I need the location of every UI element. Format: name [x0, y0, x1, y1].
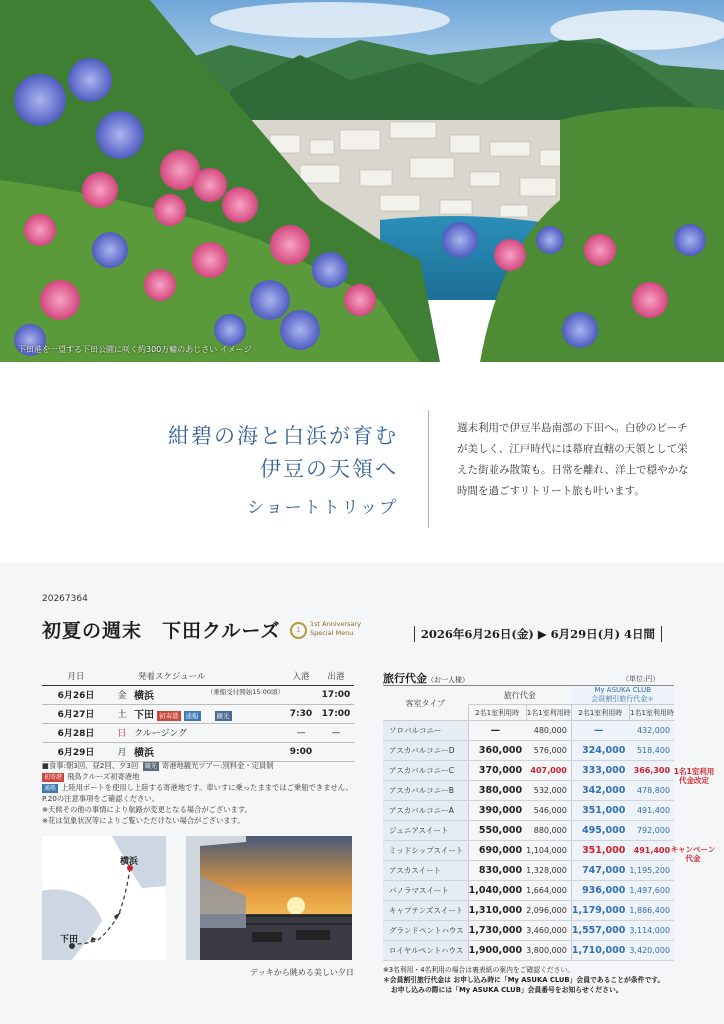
price-member-single: 792,000: [629, 821, 674, 841]
schedule-depart: [318, 742, 354, 761]
campaign-note-line-1: キャンペーン: [670, 845, 716, 854]
schedule-note: （乗船受付開始15:00頃）: [206, 688, 284, 696]
price-member-double: 1,710,000: [571, 941, 629, 961]
price-member-double: 351,000: [571, 801, 629, 821]
price-member-single: 3,420,000: [629, 941, 674, 961]
price-fare-single: 2,096,000: [526, 901, 571, 921]
tagline-line-2: 伊豆の天領へ: [260, 457, 398, 481]
schedule-arrive: 7:30: [284, 704, 318, 723]
price-member-double: 351,000: [571, 841, 629, 861]
price-room-type: ミッドシップスイート: [383, 841, 468, 861]
first-port-note: 飛鳥クルーズ初寄港地: [67, 772, 140, 781]
tagline-line-3: ショートトリップ: [247, 498, 398, 518]
price-subheader: 1名1室利用時: [526, 705, 571, 721]
price-member-double: 333,000: [571, 761, 629, 781]
price-member-double: —: [571, 721, 629, 741]
price-fare-single: 576,000: [526, 741, 571, 761]
price-row: [383, 841, 674, 861]
price-room-type: パノラマスイート: [383, 881, 468, 901]
price-fare-double: 360,000: [468, 741, 526, 761]
schedule-header: 入港: [284, 668, 318, 685]
price-member-double: 342,000: [571, 781, 629, 801]
price-row: [383, 881, 674, 901]
meals-note: ■食事:朝3回、昼2回、夕3回: [42, 761, 139, 770]
price-member-single: 3,114,000: [629, 921, 674, 941]
schedule-header: 発着スケジュール: [134, 668, 284, 685]
price-fare-single: 3,800,000: [526, 941, 571, 961]
schedule-arrive: —: [284, 723, 318, 742]
price-fare-single: 546,000: [526, 801, 571, 821]
price-room-type: ロイヤルペントハウス: [383, 941, 468, 961]
price-title: [383, 670, 469, 686]
price-fare-double: 1,310,000: [468, 901, 526, 921]
price-title-sub: （お一人様）: [427, 676, 469, 684]
schedule-day: 月: [110, 742, 134, 761]
schedule-day: 日: [110, 723, 134, 742]
price-row: [383, 801, 674, 821]
price-fare-single: 1,104,000: [526, 841, 571, 861]
price-fare-double: 380,000: [468, 781, 526, 801]
price-fare-double: 390,000: [468, 801, 526, 821]
schedule-date: 6月26日: [42, 685, 110, 704]
price-member-double: 1,557,000: [571, 921, 629, 941]
price-fare-double: 1,730,000: [468, 921, 526, 941]
price-room-type: アスカバルコニーB: [383, 781, 468, 801]
schedule-notes: [42, 760, 362, 826]
price-title-text: 旅行代金: [383, 672, 427, 685]
schedule-date: 6月28日: [42, 723, 110, 742]
price-row: [383, 901, 674, 921]
route-map: [42, 836, 166, 960]
fine-print-3: お申し込みの際には「My ASUKA CLUB」会員番号をお知らせください。: [391, 986, 623, 994]
schedule-port: クルージング: [134, 723, 284, 742]
price-row: [383, 761, 674, 781]
intro-text: 週末利用で伊豆半島南部の下田へ。白砂のビーチが美しく、江戸時代には幕府直轄の天領として栄えた街並み散策も。日常を離れ、洋上で穏やかな時間を過ごすリトリート旅も叶います。: [457, 422, 689, 497]
price-member-double: 1,179,000: [571, 901, 629, 921]
schedule-port: 横浜: [134, 742, 284, 761]
price-row: [383, 861, 674, 881]
price-fare-single: 480,000: [526, 721, 571, 741]
schedule-row: [42, 742, 354, 761]
hero-photo: [0, 0, 724, 362]
price-fare-single: 3,460,000: [526, 921, 571, 941]
map-label-shimoda: 下田: [60, 935, 79, 945]
price-fare-double: 690,000: [468, 841, 526, 861]
price-room-type: アスカバルコニーD: [383, 741, 468, 761]
price-rows: [383, 721, 674, 961]
price-revision-note: [666, 767, 722, 785]
price-revision-line-2: 代金改定: [679, 776, 709, 785]
anniversary-line-2: Special Menu: [310, 629, 354, 637]
price-room-type: アスカバルコニーC: [383, 761, 468, 781]
price-row: [383, 721, 674, 741]
price-fare-single: 407,000: [526, 761, 571, 781]
anniversary-badge: [290, 620, 370, 642]
price-fare-single: 1,328,000: [526, 861, 571, 881]
first-port-tag: 初寄港: [44, 774, 63, 781]
price-header-fare: 旅行代金: [468, 686, 571, 705]
map-label-yokohama: 横浜: [120, 857, 139, 867]
tender-tag: 通船: [44, 785, 57, 792]
price-member-double: 747,000: [571, 861, 629, 881]
schedule-port: 下田: [134, 710, 154, 721]
price-header-room: 客室タイプ: [383, 686, 468, 721]
price-member-single: 1,497,600: [629, 881, 674, 901]
anniversary-line-1: 1st Anniversary: [310, 620, 362, 628]
divider: [428, 410, 429, 528]
sunset-deck-image: [186, 836, 352, 960]
price-row: [383, 941, 674, 961]
schedule-arrive: 9:00: [284, 742, 318, 761]
price-room-type: ソロバルコニー: [383, 721, 468, 741]
price-fare-single: 1,664,000: [526, 881, 571, 901]
tender-note: 上陸用ボートを使用し上陸する寄港地です。車いすに乗ったままではご乗船できません。P.20の注意事項をご確認ください。: [42, 783, 353, 803]
schedule-depart: —: [318, 723, 354, 742]
tour-badge: 観光: [216, 711, 230, 720]
photo-caption: デッキから眺める美しい夕日: [250, 968, 354, 977]
schedule-depart: 17:00: [318, 685, 354, 704]
hydrangea-harbor-photo: [0, 0, 724, 362]
price-row: [383, 781, 674, 801]
hero-caption: 下田港を一望する下田公園に咲く約300万輪のあじさい イメージ: [18, 345, 252, 354]
price-member-single: 491,400: [629, 801, 674, 821]
price-room-type: アスカバルコニーA: [383, 801, 468, 821]
price-member-double: 936,000: [571, 881, 629, 901]
price-member-single: 491,400: [629, 841, 674, 861]
price-member-single: 366,300: [629, 761, 674, 781]
sunset-photo: [186, 836, 352, 960]
tender-badge: 通船: [185, 711, 199, 720]
price-table: [383, 685, 674, 961]
cruise-title: 初夏の週末 下田クルーズ: [42, 620, 281, 642]
price-fare-double: 550,000: [468, 821, 526, 841]
date-range: 2026年6月26日(金) ▶ 6月29日(月) 4日間: [414, 626, 662, 642]
price-subheader: 1名1室利用時: [629, 705, 674, 721]
price-subheader: 2名1室利用時: [571, 705, 629, 721]
price-member-single: 1,195,200: [629, 861, 674, 881]
price-room-type: グランドペントハウス: [383, 921, 468, 941]
price-fare-double: 1,900,000: [468, 941, 526, 961]
schedule-header: 月日: [42, 668, 110, 685]
price-member-double: 324,000: [571, 741, 629, 761]
schedule-header: 出港: [318, 668, 354, 685]
schedule-arrive: [284, 685, 318, 704]
schedule-depart: 17:00: [318, 704, 354, 723]
member-header-line-2: 会員割引旅行代金＊: [591, 695, 655, 703]
price-fare-single: 532,000: [526, 781, 571, 801]
price-member-single: 518,400: [629, 741, 674, 761]
schedule-row: [42, 704, 354, 723]
schedule-header: [110, 668, 134, 685]
price-room-type: ジュニアスイート: [383, 821, 468, 841]
fine-print-1: ※3名利用・4名利用の場合は裏表紙の案内をご確認ください。: [383, 966, 575, 974]
price-header-member: [571, 686, 674, 705]
schedule-row: [42, 723, 354, 742]
flowers-note: ※花は気象状況等によりご覧いただけない場合がございます。: [42, 816, 245, 825]
campaign-note: [664, 845, 722, 863]
price-row: [383, 821, 674, 841]
price-row: [383, 741, 674, 761]
price-revision-line-1: 1名1室利用: [673, 767, 715, 776]
tagline-line-1: 紺碧の海と白浜が育む: [168, 424, 398, 448]
cruise-code: 20267364: [42, 594, 88, 604]
price-fare-single: 880,000: [526, 821, 571, 841]
schedule-day: 土: [110, 704, 134, 723]
price-room-type: アスカスイート: [383, 861, 468, 881]
price-subheader: 2名1室利用時: [468, 705, 526, 721]
price-member-single: 432,000: [629, 721, 674, 741]
schedule-table: [42, 668, 354, 762]
schedule-row: [42, 685, 354, 704]
price-member-single: 1,886,400: [629, 901, 674, 921]
schedule-port: 横浜: [134, 691, 154, 702]
price-fare-double: —: [468, 721, 526, 741]
tour-tag: 観光: [144, 763, 157, 770]
price-room-type: キャプテンズスイート: [383, 901, 468, 921]
price-row: [383, 921, 674, 941]
tour-note: 寄港地観光ツアー:別料金・定員制: [161, 761, 274, 770]
schedule-day: 金: [110, 685, 134, 704]
campaign-note-line-2: 代金: [685, 854, 701, 863]
schedule-date: 6月29日: [42, 742, 110, 761]
first-port-badge: 初寄港: [159, 711, 179, 720]
schedule-date: 6月27日: [42, 704, 110, 723]
anniversary-icon: 1: [290, 622, 307, 639]
price-member-double: 495,000: [571, 821, 629, 841]
price-fare-double: 830,000: [468, 861, 526, 881]
price-fare-double: 370,000: [468, 761, 526, 781]
fine-print-2: ＊会員割引旅行代金は お申し込み時に「My ASUKA CLUB」会員であることが条件です。: [383, 976, 665, 984]
weather-note: ※天候その他の事情により航路が変更となる場合がございます。: [42, 805, 252, 814]
price-unit: （単位:円）: [622, 675, 660, 683]
price-member-single: 478,800: [629, 781, 674, 801]
price-fine-print: [383, 965, 703, 995]
member-header-line-1: My ASUKA CLUB: [594, 686, 651, 694]
price-fare-double: 1,040,000: [468, 881, 526, 901]
